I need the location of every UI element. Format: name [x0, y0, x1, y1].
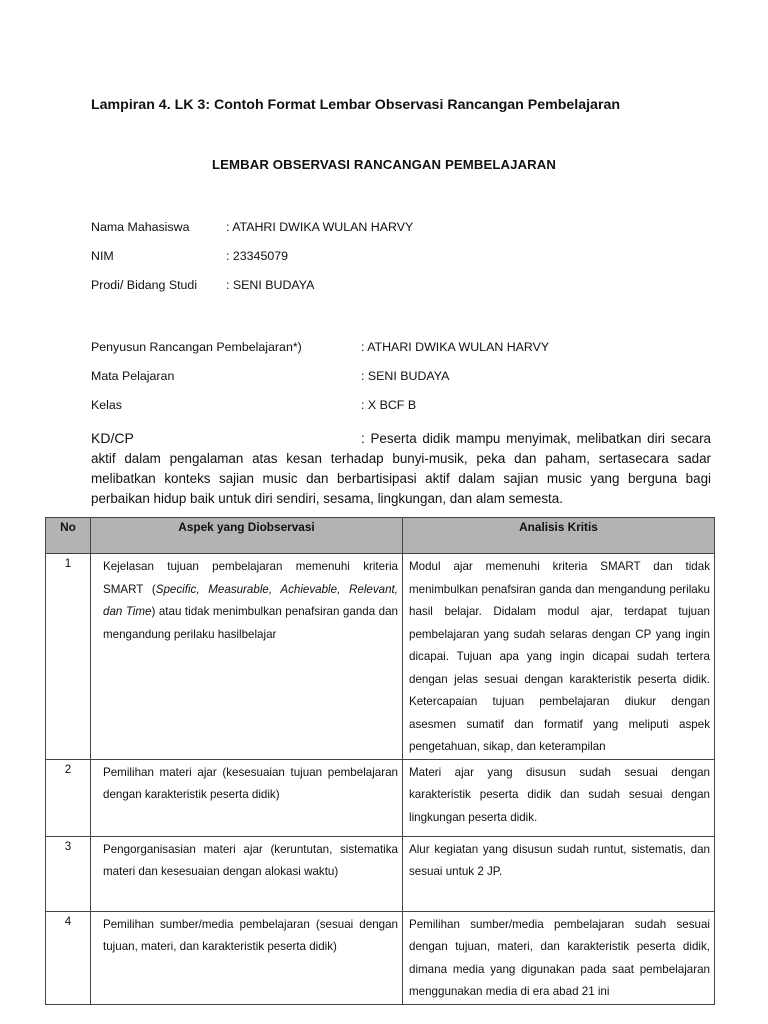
kdcp-value: : Peserta didik mampu menyimak, melibatkan diri secara aktif dalam pengalaman atas kesan terhadap bunyi-musik, peka dan paham, sertasecara sadar melibatkan konteks sajian music dan berbartisipasi aktif dalam sajian music yang berguna bagi perbaikan hidup baik untuk diri sendiri, sesama, lingkungan, dan alam semesta. — [91, 431, 711, 506]
nim-value: : 23345079 — [226, 249, 289, 263]
analisis-cell: Pemilihan sumber/media pembelajaran sudah sesuai dengan tujuan, materi, dan karakteristik peserta didik, dimana media yang digunakan pada saat pembelajaran menggunakan media di era abad 21 ini — [403, 911, 715, 1004]
table-row — [46, 836, 715, 911]
sheet-title: LEMBAR OBSERVASI RANCANGAN PEMBELAJARAN — [211, 157, 557, 172]
row-number: 1 — [46, 554, 91, 760]
row-number: 4 — [46, 911, 91, 1004]
penyusun-value: : ATHARI DWIKA WULAN HARVY — [361, 340, 550, 354]
observation-table — [45, 517, 715, 1005]
student-name-value: : ATAHRI DWIKA WULAN HARVY — [226, 220, 414, 234]
smart-criteria-text: Specific, Measurable, Achievable, Relevant, dan Time — [103, 582, 398, 618]
aspek-cell: Pengorganisasian materi ajar (keruntutan, sistematika materi dan kesesuaian dengan alokasi waktu) — [91, 836, 403, 911]
aspek-cell — [91, 554, 403, 760]
penyusun-label: Penyusun Rancangan Pembelajaran*) — [91, 340, 302, 354]
table-row — [46, 911, 715, 1004]
header-analisis: Analisis Kritis — [403, 518, 715, 554]
table-row — [46, 554, 715, 760]
row-number: 2 — [46, 759, 91, 836]
aspek-cell: Pemilihan materi ajar (kesesuaian tujuan pembelajaran dengan karakteristik peserta didik) — [91, 759, 403, 836]
table-header-row — [46, 518, 715, 554]
student-name-label: Nama Mahasiswa — [91, 220, 190, 234]
nim-label: NIM — [91, 249, 114, 263]
kelas-value: : X BCF B — [361, 398, 417, 412]
analisis-cell: Alur kegiatan yang disusun sudah runtut, sistematis, dan sesuai untuk 2 JP. — [403, 836, 715, 911]
header-aspek: Aspek yang Diobservasi — [91, 518, 403, 554]
mapel-value: : SENI BUDAYA — [361, 369, 450, 383]
analisis-cell: Materi ajar yang disusun sudah sesuai dengan karakteristik peserta didik dan sudah sesuai dengan lingkungan peserta didik. — [403, 759, 715, 836]
aspek-text: Kejelasan tujuan pembelajaran memenuhi kriteria SMART ( — [103, 560, 398, 596]
kdcp-label: KD/CP — [91, 430, 134, 446]
analisis-cell: Modul ajar memenuhi kriteria SMART dan tidak menimbulkan penafsiran ganda dan mengandung perilaku hasil belajar. Didalam modul ajar, terdapat tujuan pembelajaran yang sudah selaras dengan CP yang ingin dicapai. Tujuan apa yang ingin dicapai sudah tertera dengan jelas sesuai dengan karakteristik peserta didik. Ketercapaian tujuan pembelajaran diukur dengan asesmen sumatif dan formatif yang meliputi aspek pengetahuan, sikap, dan keterampilan — [403, 554, 715, 760]
table-row — [46, 759, 715, 836]
kelas-label: Kelas — [91, 398, 122, 412]
aspek-cell: Pemilihan sumber/media pembelajaran (sesuai dengan tujuan, materi, dan karakteristik peserta didik) — [91, 911, 403, 1004]
document-title: Lampiran 4. LK 3: Contoh Format Lembar Observasi Rancangan Pembelajaran — [91, 97, 621, 113]
header-no: No — [46, 518, 91, 554]
aspek-text-cont: ) atau tidak menimbulkan penafsiran ganda dan mengandung perilaku hasilbelajar — [103, 605, 398, 641]
prodi-label: Prodi/ Bidang Studi — [91, 278, 198, 292]
kdcp-paragraph — [91, 428, 711, 509]
row-number: 3 — [46, 836, 91, 911]
prodi-value: : SENI BUDAYA — [226, 278, 315, 292]
mapel-label: Mata Pelajaran — [91, 369, 175, 383]
